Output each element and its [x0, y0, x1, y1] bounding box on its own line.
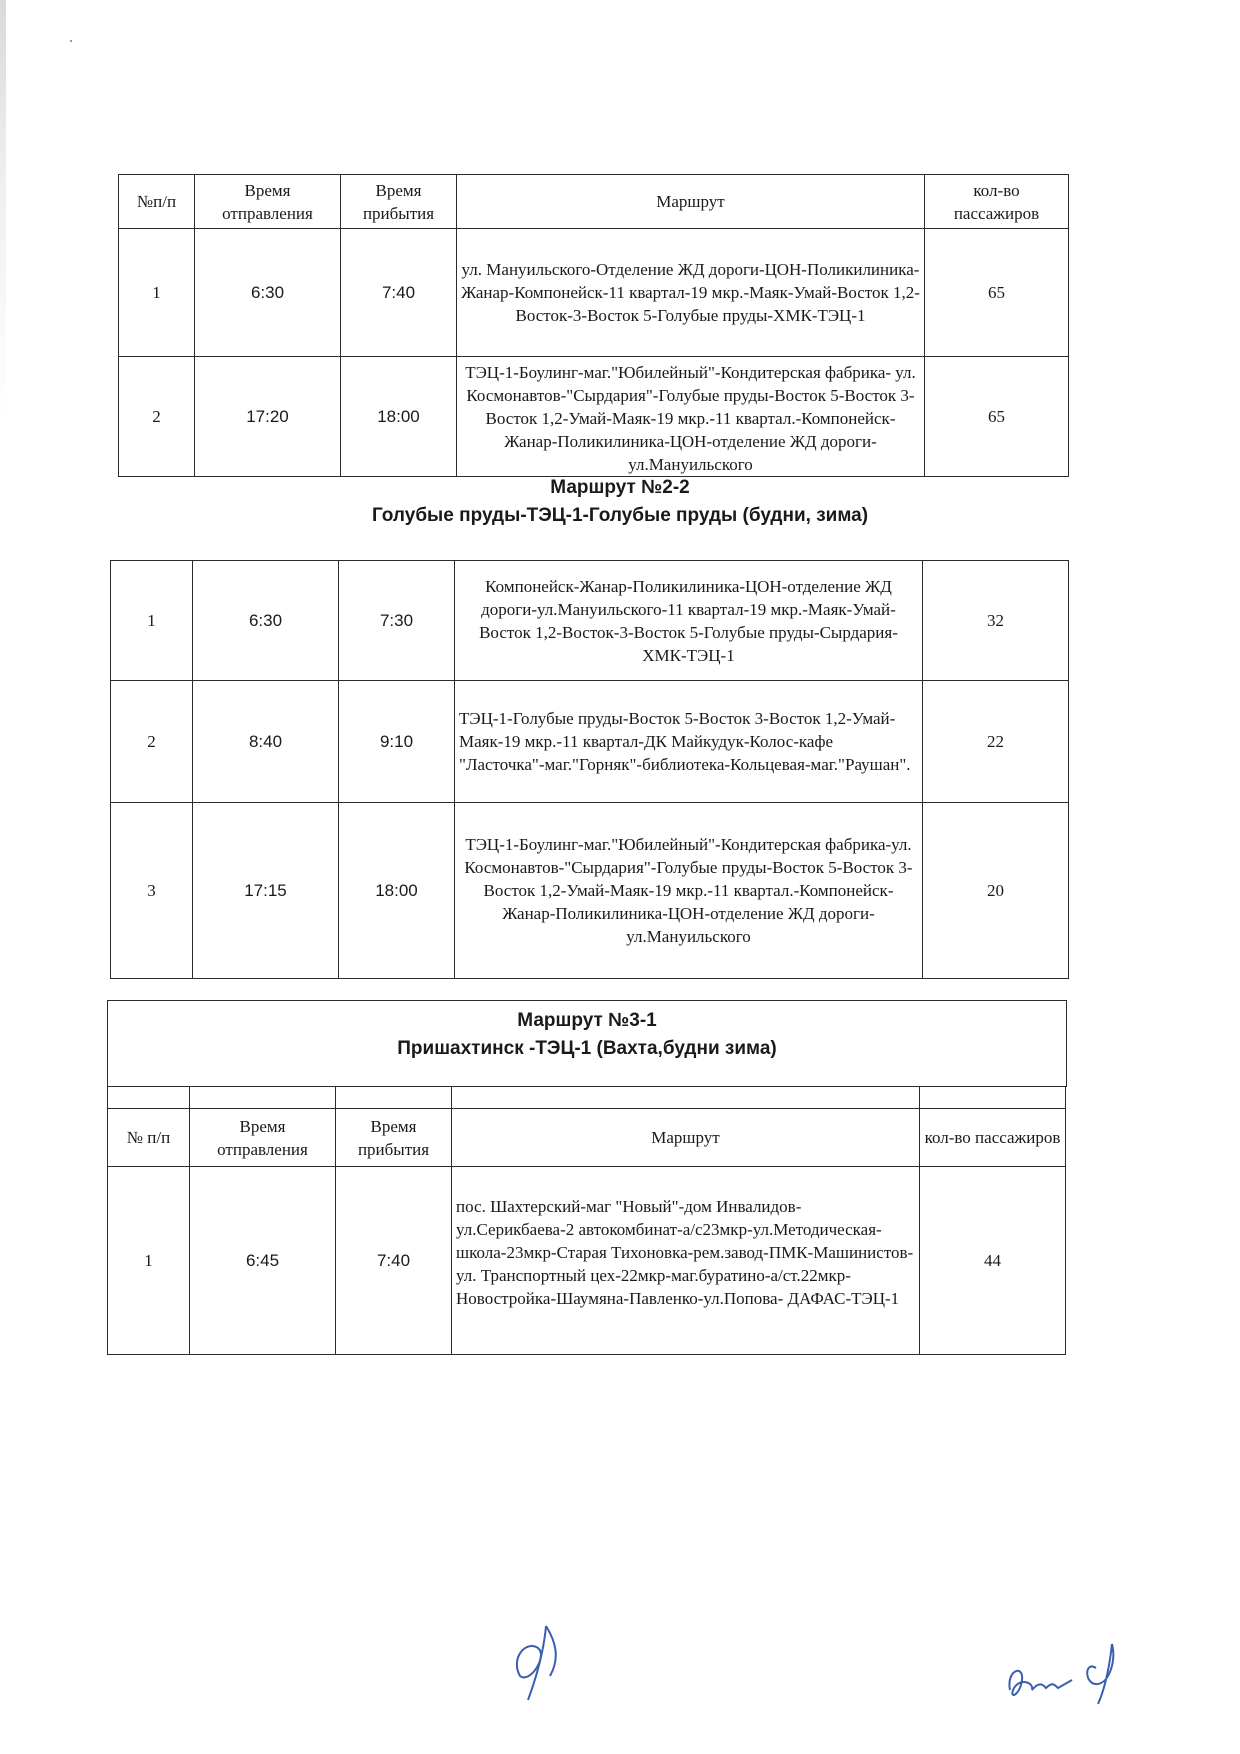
signature-left [490, 1618, 580, 1708]
route-description: ТЭЦ-1-Боулинг-маг."Юбилейный"-Кондитерская фабрика- ул. Космонавтов-"Сырдария"-Голубые пруды-Восток 5-Восток 3-Восток 1,2-Умай-Маяк-19 мкр.-11 квартал.-Компонейск-Жанар-Поликилиника-ЦОН-отделение ЖД дороги-ул.Мануильского [465, 363, 916, 474]
passenger-count: 65 [925, 357, 1069, 477]
scan-edge [0, 0, 6, 420]
arrival-time: 7:30 [339, 561, 455, 681]
spacer-row [108, 1087, 1066, 1109]
departure-time: 6:45 [190, 1167, 336, 1355]
table-header-row [108, 1109, 1066, 1167]
route-description: ТЭЦ-1-Боулинг-маг."Юбилейный"-Кондитерская фабрика-ул. Космонавтов-"Сырдария"-Голубые пруды-Восток 5-Восток 3-Восток 1,2-Умай-Маяк-19 мкр.-11 квартал.-Компонейск-Жанар-Поликилиника-ЦОН-отделение ЖД дороги-ул.Мануильского [455, 803, 923, 979]
col-route-header: Маршрут [452, 1109, 920, 1167]
table-row [119, 357, 1069, 477]
col-route-header: Маршрут [457, 175, 925, 229]
route-3-title: Маршрут №3-1 [517, 1010, 657, 1031]
route-description: ТЭЦ-1-Голубые пруды-Восток 5-Восток 3-Восток 1,2-Умай-Маяк-19 мкр.-11 квартал-ДК Майкудук-Колос-кафе "Ласточка"-маг."Горняк"-библиотека-Кольцевая-маг."Раушан". [455, 681, 923, 803]
signature-right [1000, 1630, 1150, 1710]
departure-time: 17:15 [193, 803, 339, 979]
table-row [111, 561, 1069, 681]
departure-time: 6:30 [195, 229, 341, 357]
route-description-cell [457, 357, 925, 477]
col-arrival-header: Время прибытия [336, 1109, 452, 1167]
spacer-cell [920, 1087, 1066, 1109]
scan-speck [70, 40, 72, 42]
route-description: пос. Шахтерский-маг "Новый"-дом Инвалидов-ул.Серикбаева-2 автокомбинат-а/с23мкр-ул.Методическая-школа-23мкр-Старая Тихоновка-рем.завод-ПМК-Машинистов-ул. Транспортный цех-22мкр-маг.буратино-а/ст.22мкр-Новостройка-Шаумяна-Павленко-ул.Попова- ДАФАС-ТЭЦ-1 [452, 1167, 920, 1355]
departure-time: 8:40 [193, 681, 339, 803]
arrival-time: 7:40 [341, 229, 457, 357]
route-2-subtitle: Голубые пруды-ТЭЦ-1-Голубые пруды (будни, зима) [371, 505, 869, 526]
route-table-2 [110, 560, 1069, 979]
arrival-time: 9:10 [339, 681, 455, 803]
route-table-1 [118, 174, 1069, 477]
route-table-3 [107, 1086, 1066, 1355]
passenger-count: 22 [923, 681, 1069, 803]
passenger-count: 65 [925, 229, 1069, 357]
spacer-cell [108, 1087, 190, 1109]
row-number: 1 [119, 229, 195, 357]
row-number: 2 [111, 681, 193, 803]
departure-time: 17:20 [195, 357, 341, 477]
arrival-time: 18:00 [339, 803, 455, 979]
route-description: Компонейск-Жанар-Поликилиника-ЦОН-отделение ЖД дороги-ул.Мануильского-11 квартал-19 мкр.-Маяк-Умай-Восток 1,2-Восток-3-Восток 5-Голубые пруды-Сырдария-ХМК-ТЭЦ-1 [455, 561, 923, 681]
route-3-subtitle: Пришахтинск -ТЭЦ-1 (Вахта,будни зима) [397, 1038, 777, 1059]
departure-time: 6:30 [193, 561, 339, 681]
col-passengers-header: кол-во пассажиров [925, 175, 1069, 229]
spacer-cell [190, 1087, 336, 1109]
col-departure-header: Время отправления [190, 1109, 336, 1167]
row-number: 1 [111, 561, 193, 681]
table-row [119, 229, 1069, 357]
passenger-count: 32 [923, 561, 1069, 681]
table-row [108, 1167, 1066, 1355]
spacer-cell [336, 1087, 452, 1109]
row-number: 1 [108, 1167, 190, 1355]
arrival-time: 18:00 [341, 357, 457, 477]
col-departure-header: Время отправления [195, 175, 341, 229]
arrival-time: 7:40 [336, 1167, 452, 1355]
table-header-row [119, 175, 1069, 229]
route-description: ул. Мануильского-Отделение ЖД дороги-ЦОН-Поликилиника-Жанар-Компонейск-11 квартал-19 мкр.-Маяк-Умай-Восток 1,2-Восток-3-Восток 5-Голубые пруды-ХМК-ТЭЦ-1 [457, 229, 925, 357]
col-passengers-header: кол-во пассажиров [920, 1109, 1066, 1167]
row-number: 2 [119, 357, 195, 477]
col-arrival-header: Время прибытия [341, 175, 457, 229]
passenger-count: 20 [923, 803, 1069, 979]
route-3-title-box [107, 1000, 1067, 1087]
passenger-count: 44 [920, 1167, 1066, 1355]
spacer-cell [452, 1087, 920, 1109]
table-row [111, 681, 1069, 803]
table-row [111, 803, 1069, 979]
route-2-title: Маршрут №2-2 [550, 477, 690, 498]
col-number-header: № п/п [108, 1109, 190, 1167]
row-number: 3 [111, 803, 193, 979]
col-number-header: №п/п [119, 175, 195, 229]
